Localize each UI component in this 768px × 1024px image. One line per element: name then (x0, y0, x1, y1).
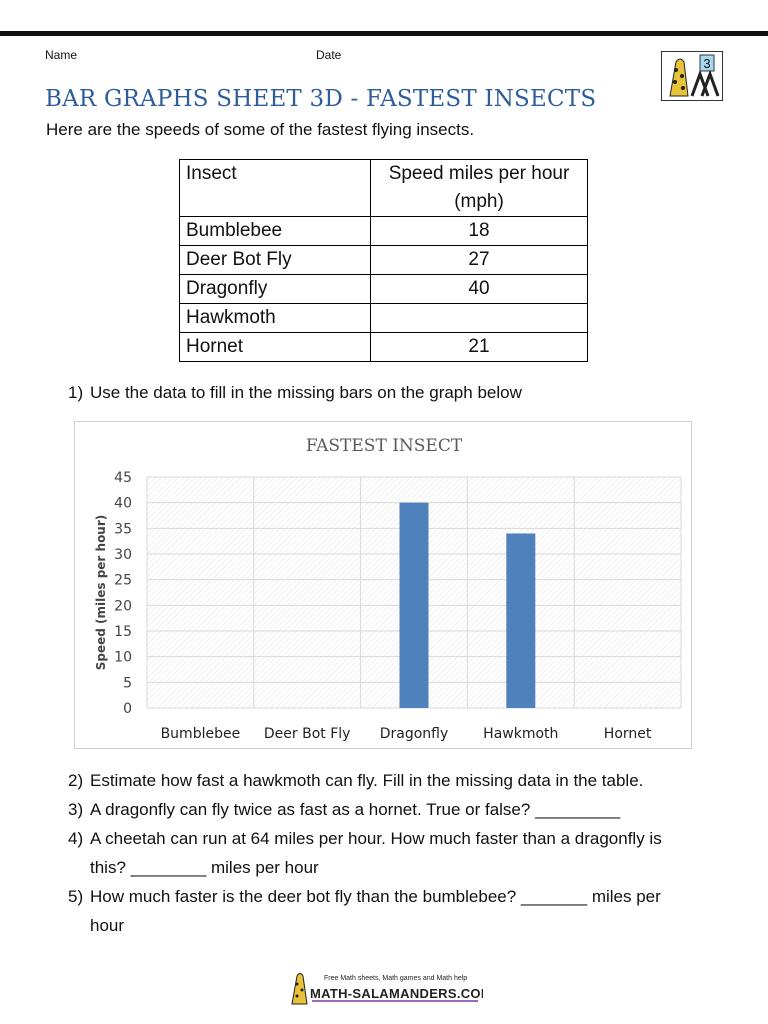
y-tick-label: 0 (123, 701, 132, 717)
y-tick-label: 45 (114, 470, 132, 486)
question-number: 4) (68, 829, 84, 848)
chart-svg (75, 422, 691, 748)
footer-logo (288, 970, 483, 1006)
table-cell-insect: Bumblebee (180, 217, 371, 246)
date-label: Date (316, 48, 342, 62)
x-tick-label: Hawkmoth (483, 726, 559, 742)
table-cell-insect: Deer Bot Fly (180, 246, 371, 275)
table-header-row (180, 160, 588, 217)
footer-site-name: MATH-SALAMANDERS.COM (310, 986, 483, 1001)
bar-dragonfly (400, 503, 429, 708)
table-cell-insect: Hornet (180, 333, 371, 362)
y-axis-label: Speed (miles per hour) (94, 514, 108, 671)
y-tick-label: 10 (114, 649, 132, 666)
question-text-cont: this? ________ miles per hour (90, 858, 319, 877)
x-tick-label: Deer Bot Fly (263, 726, 351, 742)
question-5 (68, 882, 748, 940)
salamander-logo (661, 51, 723, 101)
question-text: How much faster is the deer bot fly than the bumblebee? _______ miles per (90, 887, 661, 906)
bar-chart (74, 421, 692, 749)
table-row (180, 304, 588, 333)
y-tick-label: 15 (114, 624, 132, 640)
question-number: 1) (68, 383, 84, 402)
intro-text: Here are the speeds of some of the fastest flying insects. (46, 120, 475, 139)
question-3 (68, 795, 748, 824)
table-cell-speed: 40 (371, 275, 588, 304)
y-tick-label: 35 (114, 521, 132, 538)
question-text: Use the data to fill in the missing bars on the graph below (90, 383, 522, 402)
y-tick-label: 5 (123, 675, 132, 692)
speed-table (179, 159, 588, 362)
table-cell-insect: Dragonfly (180, 275, 371, 304)
question-number: 5) (68, 887, 84, 906)
question-text: Estimate how fast a hawkmoth can fly. Fill in the missing data in the table. (90, 771, 644, 790)
question-text: A cheetah can run at 64 miles per hour. How much faster than a dragonfly is (90, 829, 662, 848)
table-cell-speed: 27 (371, 246, 588, 275)
question-number: 3) (68, 800, 84, 819)
x-tick-label: Dragonfly (379, 726, 449, 742)
y-tick-label: 25 (114, 572, 132, 589)
table-row (180, 217, 588, 246)
footer-tagline: Free Math sheets, Math games and Math help (324, 975, 468, 982)
page-title: BAR GRAPHS SHEET 3D - FASTEST INSECTS (45, 86, 597, 112)
bar-hawkmoth (506, 533, 535, 708)
table-cell-speed-blank[interactable] (371, 304, 588, 333)
y-tick-label: 40 (114, 495, 132, 512)
logo-badge: 3 (703, 56, 711, 71)
question-1 (68, 378, 748, 407)
table-header-speed: Speed miles per hour (mph) (371, 160, 588, 217)
question-text-cont: hour (90, 916, 125, 935)
name-label: Name (45, 48, 78, 62)
chart-title: FASTEST INSECT (305, 436, 463, 456)
table-header-insect: Insect (180, 160, 371, 217)
table-row (180, 246, 588, 275)
table-cell-speed: 18 (371, 217, 588, 246)
table-cell-speed: 21 (371, 333, 588, 362)
table-cell-insect: Hawkmoth (180, 304, 371, 333)
top-rule (0, 31, 768, 36)
x-tick-label: Hornet (603, 726, 652, 742)
y-tick-label: 30 (114, 547, 132, 563)
x-tick-label: Bumblebee (160, 726, 241, 742)
question-text: A dragonfly can fly twice as fast as a hornet. True or false? _________ (90, 800, 621, 819)
question-2 (68, 766, 748, 795)
y-tick-label: 20 (114, 598, 132, 615)
question-4 (68, 824, 748, 882)
table-row (180, 275, 588, 304)
question-number: 2) (68, 771, 84, 790)
table-row (180, 333, 588, 362)
